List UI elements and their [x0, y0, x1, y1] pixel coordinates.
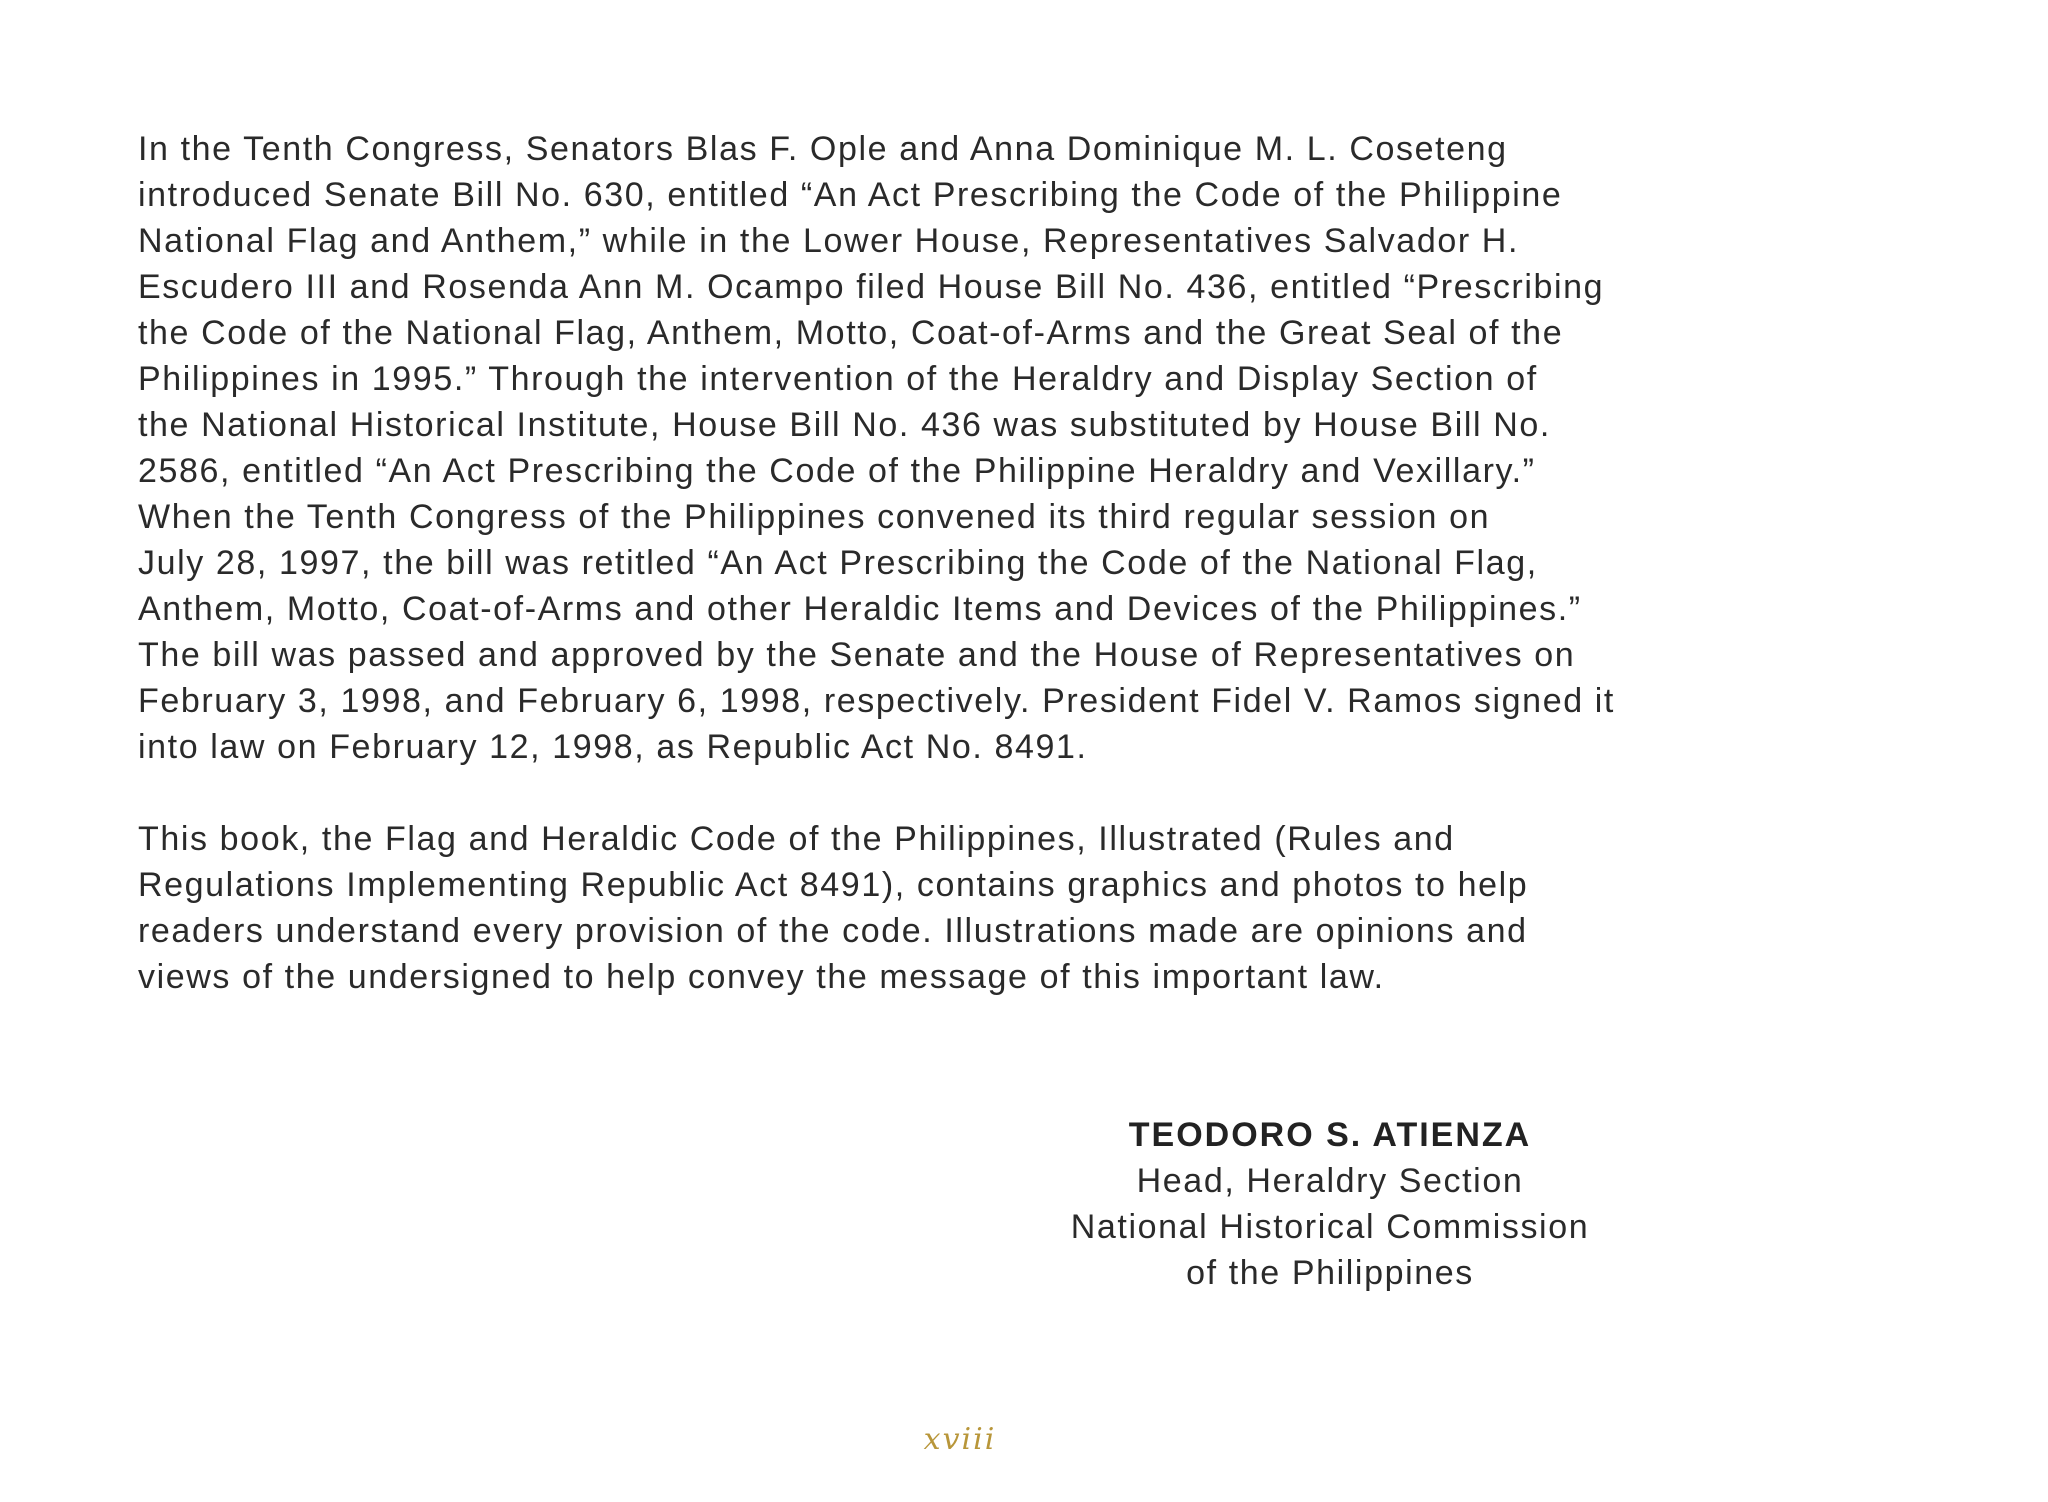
paragraph-legislative-history [138, 126, 1818, 770]
text-line: introduced Senate Bill No. 630, entitled “An Act Prescribing the Code of the Philippine [138, 176, 1563, 214]
paragraph-spacer [138, 770, 1818, 816]
text-line: When the Tenth Congress of the Philippines convened its third regular session on [138, 498, 1491, 536]
text-line: views of the undersigned to help convey the message of this important law. [138, 958, 1385, 996]
page-number: xviii [923, 1422, 997, 1457]
body-text [138, 126, 1818, 1000]
text-line: February 3, 1998, and February 6, 1998, respectively. President Fidel V. Ramos signed it [138, 682, 1615, 720]
signature-block [1030, 1112, 1630, 1296]
text-line: into law on February 12, 1998, as Republic Act No. 8491. [138, 728, 1088, 766]
text-line: Regulations Implementing Republic Act 8491), contains graphics and photos to help [138, 866, 1529, 904]
text-line: readers understand every provision of the code. Illustrations made are opinions and [138, 912, 1528, 950]
text-line: 2586, entitled “An Act Prescribing the Code of the Philippine Heraldry and Vexillary.” [138, 452, 1536, 490]
signatory-name: TEODORO S. ATIENZA [1128, 1116, 1532, 1154]
signatory-title-line: of the Philippines [1186, 1254, 1474, 1292]
text-line: The bill was passed and approved by the Senate and the House of Representatives on [138, 636, 1576, 674]
text-line: July 28, 1997, the bill was retitled “An Act Prescribing the Code of the National Flag, [138, 544, 1538, 582]
text-line: Anthem, Motto, Coat-of-Arms and other Heraldic Items and Devices of the Philippines.” [138, 590, 1582, 628]
text-line: National Flag and Anthem,” while in the Lower House, Representatives Salvador H. [138, 222, 1520, 260]
text-line: Philippines in 1995.” Through the intervention of the Heraldry and Display Section of [138, 360, 1538, 398]
text-line: This book, the Flag and Heraldic Code of the Philippines, Illustrated (Rules and [138, 820, 1455, 858]
text-line: In the Tenth Congress, Senators Blas F. Ople and Anna Dominique M. L. Coseteng [138, 130, 1508, 168]
text-line: Escudero III and Rosenda Ann M. Ocampo filed House Bill No. 436, entitled “Prescribing [138, 268, 1605, 306]
text-line: the Code of the National Flag, Anthem, Motto, Coat-of-Arms and the Great Seal of the [138, 314, 1564, 352]
signatory-title-line: Head, Heraldry Section [1136, 1162, 1524, 1200]
signatory-title-line: National Historical Commission [1070, 1208, 1590, 1246]
paragraph-book-description [138, 816, 1818, 1000]
text-line: the National Historical Institute, House Bill No. 436 was substituted by House Bill No. [138, 406, 1551, 444]
